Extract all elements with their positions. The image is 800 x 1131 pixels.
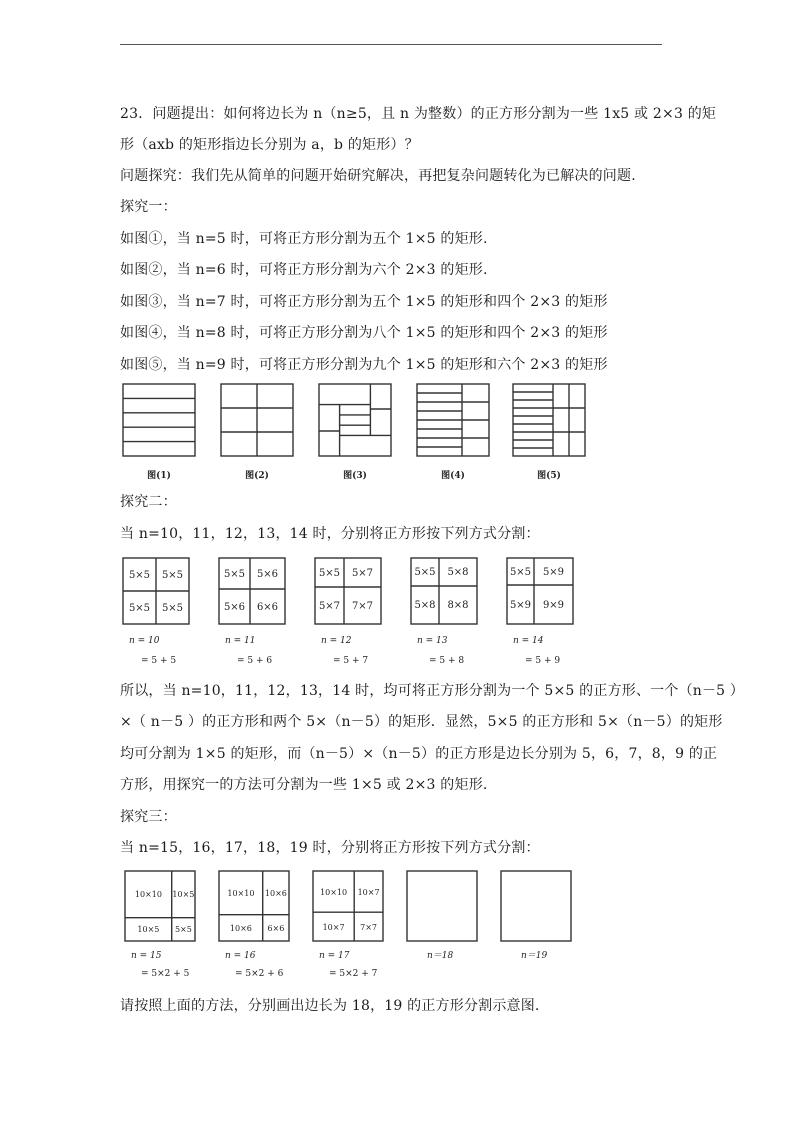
p3-fig1-cell: 10×10 bbox=[134, 890, 162, 899]
p2-fig1-cell: 5×5 bbox=[128, 570, 151, 581]
p2-fig4-eq: = 5 + 8 bbox=[429, 656, 465, 666]
p2-fig5-cell: 9×9 bbox=[542, 600, 565, 611]
figure-3-caption: 图(3) bbox=[343, 471, 367, 481]
p3-fig1-eq: = 5×2 + 5 bbox=[141, 969, 190, 979]
figure-1-square bbox=[123, 384, 195, 456]
part3-intro: 当 n=15，16，17，18，19 时，分别将正方形按下列方式分割： bbox=[120, 840, 540, 856]
part1-case-1: 如图①，当 n=5 时，可将正方形分割为五个 1×5 的矩形. bbox=[120, 231, 488, 247]
p3-fig1-n: n = 15 bbox=[131, 951, 162, 961]
p2-fig5-cell: 5×9 bbox=[509, 600, 532, 611]
p2-fig5-eq: = 5 + 9 bbox=[525, 656, 561, 666]
part3-heading: 探究三： bbox=[120, 809, 177, 825]
p2-fig4-n: n = 13 bbox=[417, 636, 448, 646]
part2-conclusion-4: 方形，用探究一的方法可分割为一些 1×5 或 2×3 的矩形. bbox=[120, 777, 488, 793]
p2-fig1-eq: = 5 + 5 bbox=[141, 656, 177, 666]
header-rule bbox=[120, 44, 662, 45]
p2-fig3-cell: 5×5 bbox=[318, 568, 341, 579]
p2-fig2-cell: 5×6 bbox=[223, 602, 246, 613]
p2-fig3-eq: = 5 + 7 bbox=[333, 656, 369, 666]
p3-fig2-cell: 10×6 bbox=[229, 924, 252, 933]
p2-fig2-cell: 5×5 bbox=[223, 569, 246, 580]
figure-3-square bbox=[319, 384, 391, 456]
figure-5-caption: 图(5) bbox=[537, 471, 561, 481]
p3-fig3-cell: 10×10 bbox=[320, 888, 348, 897]
p2-fig2-cell: 5×6 bbox=[256, 569, 279, 580]
p3-fig2-cell: 10×10 bbox=[227, 889, 255, 898]
p3-fig3-cell: 10×7 bbox=[357, 888, 380, 897]
p3-fig5-n: n＝19 bbox=[521, 951, 548, 961]
p3-fig2-n: n = 16 bbox=[225, 951, 256, 961]
part1-case-5: 如图⑤，当 n=9 时，可将正方形分割为九个 1×5 的矩形和六个 2×3 的矩形 bbox=[120, 357, 608, 373]
p2-fig2-eq: = 5 + 6 bbox=[237, 656, 273, 666]
p3-fig3-n: n = 17 bbox=[319, 951, 350, 961]
p2-fig5-n: n = 14 bbox=[513, 636, 544, 646]
figure-2-caption: 图(2) bbox=[245, 471, 269, 481]
p3-fig4-n: n＝18 bbox=[427, 951, 454, 961]
p2-fig4-cell: 5×8 bbox=[447, 567, 469, 578]
p3-fig1-cell: 10×5 bbox=[172, 890, 195, 899]
p2-fig3-cell: 5×7 bbox=[318, 601, 341, 612]
problem-intro-line-1: 23．问题提出：如何将边长为 n（n≥5，且 n 为整数）的正方形分割为一些 1x5 或 2×3 的矩 bbox=[120, 106, 717, 122]
p3-fig1-cell: 10×5 bbox=[137, 925, 160, 934]
part3-figures bbox=[115, 866, 580, 982]
figure-5-square bbox=[513, 384, 585, 456]
p2-fig1-n: n = 10 bbox=[129, 636, 160, 646]
part1-heading: 探究一： bbox=[120, 199, 177, 215]
p2-fig1-cell: 5×5 bbox=[128, 603, 151, 614]
part1-case-2: 如图②，当 n=6 时，可将正方形分割为六个 2×3 的矩形. bbox=[120, 262, 488, 278]
p3-fig3-cell: 7×7 bbox=[360, 923, 378, 932]
part2-conclusion-2: ×（ n－5 ）的正方形和两个 5×（n－5）的矩形．显然，5×5 的正方形和 5×（n－5）的矩形 bbox=[120, 714, 723, 730]
problem-intro-line-2: 形（axb 的矩形指边长分别为 a，b 的矩形）？ bbox=[120, 137, 419, 153]
figure-4-square bbox=[417, 384, 489, 456]
p3-fig1-cell: 5×5 bbox=[174, 925, 192, 934]
figure-4-caption: 图(4) bbox=[441, 471, 465, 481]
p2-fig5-cell: 5×5 bbox=[509, 567, 532, 578]
p3-fig3-eq: = 5×2 + 7 bbox=[329, 969, 378, 979]
p2-fig4-cell: 5×8 bbox=[414, 600, 436, 611]
explore-line: 问题探究：我们先从简单的问题开始研究解决，再把复杂问题转化为已解决的问题. bbox=[120, 168, 636, 184]
part1-figures bbox=[115, 378, 595, 488]
part2-conclusion-1: 所以，当 n=10，11，12，13，14 时，均可将正方形分割为一个 5×5 的正方形、一个（n－5 ） bbox=[120, 683, 745, 699]
part1-case-4: 如图④，当 n=8 时，可将正方形分割为八个 1×5 的矩形和四个 2×3 的矩形 bbox=[120, 325, 608, 341]
p3-fig2-eq: = 5×2 + 6 bbox=[235, 969, 284, 979]
p2-fig4-cell: 8×8 bbox=[447, 600, 469, 611]
p3-fig2-cell: 6×6 bbox=[267, 924, 285, 933]
part1-case-3: 如图③，当 n=7 时，可将正方形分割为五个 1×5 的矩形和四个 2×3 的矩形 bbox=[120, 294, 608, 310]
p2-fig3-cell: 5×7 bbox=[351, 568, 374, 579]
p2-fig3-cell: 7×7 bbox=[351, 601, 374, 612]
p2-fig2-cell: 6×6 bbox=[256, 602, 279, 613]
part3-task: 请按照上面的方法，分别画出边长为 18，19 的正方形分割示意图. bbox=[120, 998, 540, 1014]
figure-1-caption: 图(1) bbox=[147, 471, 171, 481]
figure-2-square bbox=[221, 384, 293, 456]
part2-intro: 当 n=10，11，12，13，14 时，分别将正方形按下列方式分割： bbox=[120, 526, 540, 542]
p3-fig2-cell: 10×6 bbox=[264, 889, 287, 898]
p2-fig1-cell: 5×5 bbox=[161, 603, 184, 614]
p2-fig5-cell: 5×9 bbox=[542, 567, 565, 578]
p3-fig3-cell: 10×7 bbox=[322, 923, 345, 932]
p2-fig2-n: n = 11 bbox=[225, 636, 256, 646]
part2-heading: 探究二： bbox=[120, 494, 177, 510]
p2-fig1-cell: 5×5 bbox=[161, 570, 184, 581]
part2-figures bbox=[115, 553, 585, 673]
p2-fig3-n: n = 12 bbox=[321, 636, 352, 646]
part2-conclusion-3: 均可分割为 1×5 的矩形，而（n－5）×（n－5）的正方形是边长分别为 5，6，7，8，9 的正 bbox=[120, 746, 718, 762]
p2-fig4-cell: 5×5 bbox=[414, 567, 436, 578]
